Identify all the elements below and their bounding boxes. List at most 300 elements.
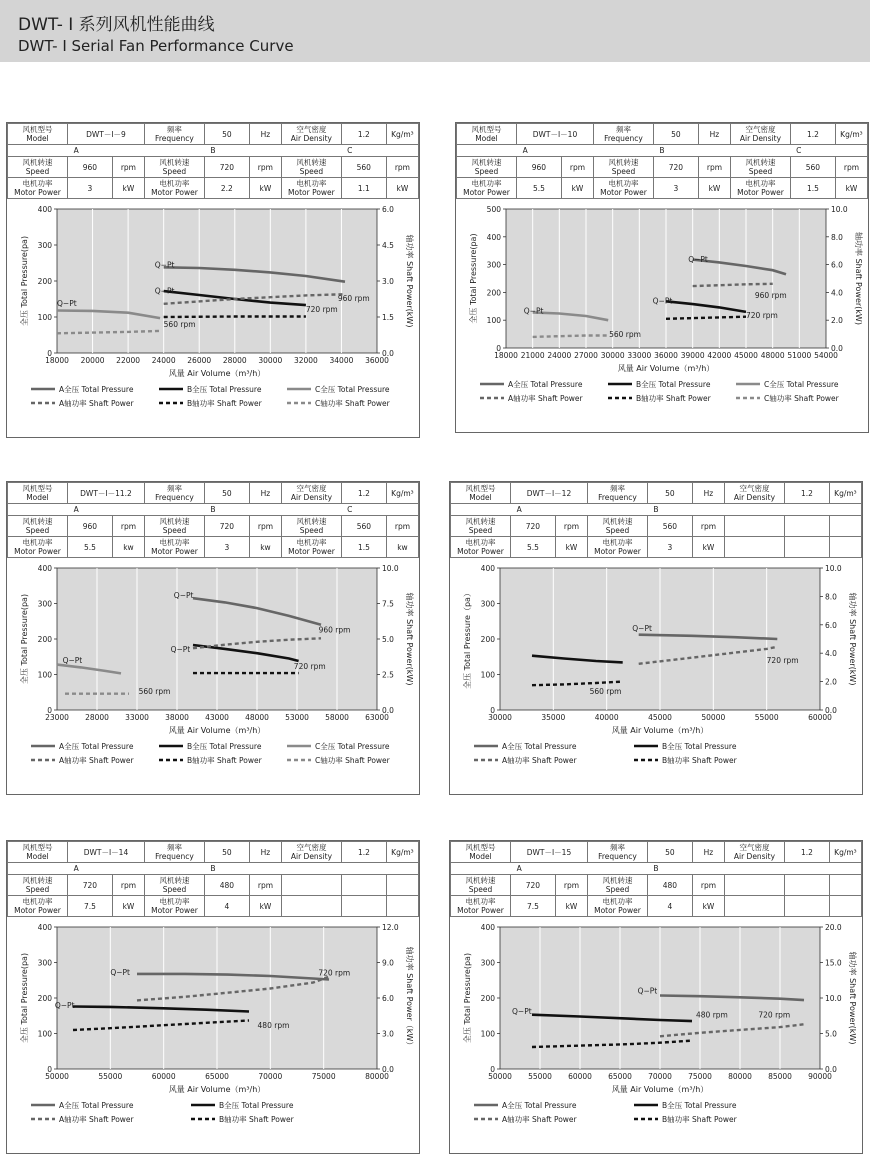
power-unit-c	[829, 537, 861, 558]
curve-annotation: 960 rpm	[318, 625, 351, 635]
x-tick-label: 24000	[547, 351, 572, 360]
air-density-value: 1.2	[341, 483, 386, 504]
model-label	[8, 483, 68, 504]
x-tick-label: 50000	[45, 1072, 69, 1081]
legend-label: A轴功率 Shaft Power	[59, 1115, 134, 1124]
y2-axis-title: 轴功率 Shaft Power(kW)	[848, 951, 857, 1045]
y2-tick-label: 4.5	[382, 241, 394, 250]
x-tick-label: 80000	[365, 1072, 389, 1081]
frequency-value: 50	[647, 842, 692, 863]
group-c-label: C	[281, 145, 418, 157]
chart-panel-3	[6, 481, 420, 795]
x-tick-label: 85000	[768, 1072, 792, 1081]
speed-label-b	[588, 875, 648, 896]
air-density-unit: Kg/m³	[386, 842, 418, 863]
chart-svg	[450, 917, 860, 1141]
chart-panel-6	[449, 840, 863, 1154]
x-tick-label: 60000	[808, 713, 832, 722]
power-unit-c	[386, 896, 418, 917]
y2-axis-title: 轴功率 Shaft Power(kW)	[405, 592, 414, 686]
x-tick-label: 65000	[608, 1072, 632, 1081]
group-c-label: C	[282, 504, 419, 516]
x-tick-label: 55000	[98, 1072, 123, 1081]
y-tick-label: 300	[480, 599, 495, 609]
group-row	[8, 145, 419, 157]
x-tick-label: 33000	[125, 713, 149, 722]
x-tick-label: 65000	[205, 1072, 229, 1081]
power-unit-c: kW	[835, 178, 867, 199]
group-b-label: B	[588, 863, 725, 875]
model-label	[8, 124, 68, 145]
model-value: DWT－Ⅰ－12	[510, 483, 587, 504]
x-axis-title: 风量 Air Volume（m³/h）	[617, 364, 715, 373]
power-label-b	[145, 537, 205, 558]
air-density-unit: Kg/m³	[386, 124, 418, 145]
speed-label-b-cn: 风机转速	[159, 517, 190, 526]
curve-annotation: Q−Pt	[57, 299, 77, 309]
speed-row	[451, 875, 862, 896]
legend-label: A全压 Total Pressure	[502, 1101, 577, 1110]
spec-table	[7, 841, 419, 917]
y-tick-label: 200	[480, 994, 495, 1003]
power-label-c-cn: 电机功率	[296, 538, 327, 547]
curve-annotation: 720 rpm	[293, 662, 326, 672]
speed-label-a-cn: 风机转速	[22, 158, 53, 167]
speed-label-c-en: Speed	[299, 526, 324, 535]
air-density-label-cn: 空气密度	[739, 484, 770, 493]
speed-value-c	[784, 516, 829, 537]
legend-label: B全压 Total Pressure	[636, 380, 711, 389]
spec-table	[7, 482, 419, 558]
curve-annotation: Q−Pt	[173, 591, 194, 601]
chart-panel-2	[455, 122, 869, 433]
speed-unit-c: rpm	[835, 157, 867, 178]
speed-value-a: 720	[510, 875, 555, 896]
y-tick-label: 100	[37, 1029, 52, 1039]
frequency-value: 50	[204, 842, 249, 863]
speed-label-c	[281, 157, 341, 178]
power-label-b-cn: 电机功率	[159, 538, 190, 547]
y-tick-label: 400	[37, 564, 52, 573]
power-row	[451, 537, 862, 558]
spec-table	[7, 123, 419, 199]
y2-tick-label: 9.0	[382, 958, 394, 968]
group-a-label: A	[8, 504, 145, 516]
curve-annotation: 720 rpm	[318, 968, 351, 978]
y-tick-label: 400	[37, 205, 52, 214]
y-tick-label: 0	[47, 1065, 52, 1074]
curve-annotation: 720 rpm	[758, 1010, 791, 1020]
x-tick-label: 43000	[205, 713, 229, 722]
speed-label-a-en: Speed	[25, 167, 50, 176]
power-label-b	[145, 896, 205, 917]
speed-label-c	[725, 875, 785, 896]
frequency-unit: Hz	[692, 483, 724, 504]
speed-label-a-en: Speed	[468, 526, 493, 535]
frequency-label-cn: 频率	[166, 484, 182, 493]
power-unit-c: kw	[386, 537, 418, 558]
frequency-label	[594, 124, 654, 145]
power-row	[8, 896, 419, 917]
air-density-label-en: Air Density	[739, 134, 782, 143]
speed-label-c-cn: 风机转速	[296, 158, 327, 167]
power-label-b-cn: 电机功率	[159, 179, 190, 188]
power-value-b: 3	[647, 537, 692, 558]
power-value-b: 4	[647, 896, 692, 917]
power-label-c-cn: 电机功率	[296, 179, 327, 188]
x-tick-label: 38000	[165, 713, 189, 722]
curve-annotation: Q−Pt	[652, 296, 673, 306]
model-label-cn: 风机型号	[22, 484, 53, 493]
speed-label-b-en: Speed	[611, 167, 636, 176]
speed-label-a-cn: 风机转速	[22, 876, 53, 885]
x-tick-label: 42000	[707, 351, 732, 360]
y2-axis-title: 轴功率 Shaft Power（kW）	[405, 946, 414, 1050]
air-density-label-en: Air Density	[290, 134, 332, 143]
curve-annotation: Q−Pt	[512, 1006, 532, 1016]
air-density-unit: Kg/m³	[829, 483, 861, 504]
power-label-a	[8, 896, 68, 917]
speed-unit-b: rpm	[249, 875, 281, 896]
group-b-label: B	[145, 504, 282, 516]
x-tick-label: 28000	[222, 356, 247, 365]
frequency-label-cn: 频率	[609, 843, 625, 852]
air-density-label-en: Air Density	[733, 852, 776, 861]
y2-axis-title: 轴功率 Shaft Power(kW)	[848, 592, 857, 686]
y-axis-title: 全压 Total Pressure(pa)	[20, 235, 29, 327]
power-row	[451, 896, 862, 917]
speed-label-b	[145, 875, 205, 896]
model-value: DWT－Ⅰ－15	[510, 842, 587, 863]
speed-label-a	[8, 157, 68, 178]
power-label-b-cn: 电机功率	[602, 897, 633, 906]
frequency-value: 50	[204, 483, 249, 504]
speed-label-b-cn: 风机转速	[159, 158, 190, 167]
group-b-label: B	[144, 145, 281, 157]
chart-panel-5	[6, 840, 420, 1154]
speed-label-a-cn: 风机转速	[465, 876, 496, 885]
x-tick-label: 36000	[654, 351, 678, 360]
group-a-label: A	[8, 145, 145, 157]
power-value-a: 5.5	[67, 537, 112, 558]
y-tick-label: 100	[37, 670, 52, 680]
power-label-b	[594, 178, 654, 199]
x-tick-label: 40000	[594, 713, 619, 722]
chart-svg	[450, 558, 860, 782]
frequency-label-cn: 频率	[166, 843, 182, 852]
y-tick-label: 400	[480, 564, 495, 573]
x-tick-label: 55000	[528, 1072, 552, 1081]
speed-label-a	[451, 516, 511, 537]
legend-label: B轴功率 Shaft Power	[187, 756, 262, 765]
group-row	[451, 504, 862, 516]
x-tick-label: 45000	[734, 351, 758, 360]
air-density-label-cn: 空气密度	[296, 125, 327, 134]
model-label-en: Model	[26, 134, 49, 143]
speed-label-a-en: Speed	[468, 885, 493, 894]
speed-label-b-cn: 风机转速	[602, 517, 633, 526]
y2-tick-label: 5.0	[825, 1029, 837, 1039]
group-a-label: A	[451, 504, 588, 516]
spec-header-row	[451, 483, 862, 504]
air-density-label	[725, 483, 785, 504]
legend-label: B全压 Total Pressure	[219, 1101, 294, 1110]
power-label-b	[144, 178, 204, 199]
legend-label: B轴功率 Shaft Power	[662, 756, 737, 765]
power-label-b-cn: 电机功率	[602, 538, 633, 547]
speed-unit-a: rpm	[555, 516, 587, 537]
frequency-unit: Hz	[249, 124, 281, 145]
x-axis-title: 风量 Air Volume（m³/h）	[168, 369, 266, 378]
power-unit-b: kW	[249, 896, 281, 917]
power-unit-c	[829, 896, 861, 917]
power-value-a: 7.5	[67, 896, 112, 917]
group-row	[8, 504, 419, 516]
x-tick-label: 23000	[45, 713, 69, 722]
y2-tick-label: 3.0	[382, 1029, 394, 1039]
legend-label: A轴功率 Shaft Power	[502, 756, 577, 765]
power-value-c	[341, 896, 386, 917]
model-label-cn: 风机型号	[471, 125, 502, 134]
power-unit-a: kW	[555, 537, 587, 558]
speed-label-b-cn: 风机转速	[159, 876, 190, 885]
model-value: DWT－Ⅰ－14	[67, 842, 144, 863]
y-tick-label: 300	[486, 260, 501, 270]
power-row	[8, 178, 419, 199]
y2-tick-label: 2.5	[382, 670, 394, 680]
x-tick-label: 30000	[488, 713, 512, 722]
power-value-b: 4	[204, 896, 249, 917]
frequency-value: 50	[204, 124, 249, 145]
y-tick-label: 200	[480, 635, 495, 644]
y-tick-label: 100	[37, 313, 52, 322]
legend-label: B轴功率 Shaft Power	[187, 399, 262, 408]
speed-unit-c	[829, 516, 861, 537]
x-tick-label: 27000	[574, 351, 598, 360]
model-label	[457, 124, 517, 145]
power-label-a-cn: 电机功率	[22, 179, 53, 188]
y2-tick-label: 12.0	[382, 923, 399, 932]
x-tick-label: 60000	[568, 1072, 592, 1081]
legend-label: A全压 Total Pressure	[59, 742, 134, 751]
power-label-b-en: Motor Power	[151, 188, 198, 197]
x-tick-label: 24000	[151, 356, 176, 365]
speed-unit-b: rpm	[249, 157, 281, 178]
power-value-a: 3	[67, 178, 112, 199]
y-axis-title: 全压 Total Pressure（pa）	[463, 589, 472, 689]
speed-label-b-cn: 风机转速	[602, 876, 633, 885]
power-label-a-en: Motor Power	[14, 547, 61, 556]
y-tick-label: 200	[37, 635, 52, 644]
x-tick-label: 45000	[648, 713, 672, 722]
air-density-value: 1.2	[790, 124, 835, 145]
speed-label-b	[588, 516, 648, 537]
power-label-b-cn: 电机功率	[608, 179, 639, 188]
spec-table	[450, 482, 862, 558]
x-tick-label: 58000	[325, 713, 349, 722]
model-label-cn: 风机型号	[22, 125, 53, 134]
speed-unit-b: rpm	[692, 875, 724, 896]
power-row	[8, 537, 419, 558]
chart-panel-4	[449, 481, 863, 795]
x-tick-label: 18000	[45, 356, 69, 365]
model-value: DWT－Ⅰ－11.2	[67, 483, 144, 504]
x-tick-label: 70000	[258, 1072, 283, 1081]
power-label-b-en: Motor Power	[151, 547, 198, 556]
power-label-b	[588, 537, 648, 558]
speed-label-c	[731, 157, 791, 178]
speed-label-a-en: Speed	[474, 167, 499, 176]
power-unit-b: kw	[249, 537, 281, 558]
model-label	[451, 483, 511, 504]
speed-value-c: 560	[341, 157, 386, 178]
curve-annotation: 480 rpm	[257, 1021, 290, 1031]
model-label-en: Model	[469, 493, 492, 502]
frequency-value: 50	[647, 483, 692, 504]
speed-unit-c: rpm	[386, 157, 418, 178]
y-tick-label: 0	[490, 1065, 495, 1074]
power-unit-a: kW	[112, 178, 144, 199]
speed-label-b-en: Speed	[605, 885, 630, 894]
frequency-label-en: Frequency	[598, 493, 637, 502]
y-tick-label: 0	[496, 344, 501, 353]
x-tick-label: 26000	[187, 356, 212, 365]
group-b-label: B	[594, 145, 731, 157]
group-a-label: A	[8, 863, 145, 875]
x-tick-label: 63000	[365, 713, 389, 722]
x-tick-label: 55000	[754, 713, 779, 722]
y-tick-label: 300	[37, 241, 52, 250]
power-unit-a: kW	[561, 178, 593, 199]
speed-value-a: 960	[516, 157, 561, 178]
frequency-label	[145, 483, 205, 504]
x-axis-title: 风量 Air Volume（m³/h）	[611, 1085, 709, 1094]
group-c-label	[282, 863, 419, 875]
curve-annotation: Q−Pt	[523, 306, 544, 316]
speed-label-b	[145, 516, 205, 537]
model-label-en: Model	[475, 134, 498, 143]
air-density-label-en: Air Density	[733, 493, 776, 502]
speed-value-b: 720	[204, 516, 249, 537]
speed-label-b-en: Speed	[605, 526, 630, 535]
y2-tick-label: 20.0	[825, 923, 842, 932]
y2-tick-label: 7.5	[382, 599, 394, 609]
legend-label: C全压 Total Pressure	[764, 380, 839, 389]
legend-label: B全压 Total Pressure	[662, 742, 737, 751]
model-label-en: Model	[469, 852, 492, 861]
air-density-label	[281, 124, 341, 145]
group-row	[457, 145, 868, 157]
power-value-a: 7.5	[510, 896, 555, 917]
x-tick-label: 90000	[808, 1072, 832, 1081]
legend-label: A全压 Total Pressure	[508, 380, 583, 389]
y-tick-label: 200	[37, 994, 52, 1003]
power-value-c: 1.1	[341, 178, 386, 199]
frequency-label-en: Frequency	[155, 852, 194, 861]
speed-value-b: 480	[647, 875, 692, 896]
speed-value-b: 480	[204, 875, 249, 896]
frequency-unit: Hz	[249, 483, 281, 504]
speed-label-c	[725, 516, 785, 537]
power-label-c-en: Motor Power	[737, 188, 784, 197]
power-label-b	[588, 896, 648, 917]
x-tick-label: 53000	[285, 713, 309, 722]
curve-annotation: 960 rpm	[754, 290, 787, 300]
legend-label: B轴功率 Shaft Power	[662, 1115, 737, 1124]
spec-header-row	[8, 483, 419, 504]
curve-annotation: 720 rpm	[305, 304, 338, 314]
curve-annotation: Q−Pt	[154, 286, 175, 296]
model-label	[8, 842, 68, 863]
group-a-label: A	[451, 863, 588, 875]
y-tick-label: 100	[486, 316, 501, 326]
power-label-a-cn: 电机功率	[465, 538, 496, 547]
x-tick-label: 28000	[85, 713, 109, 722]
frequency-label-en: Frequency	[598, 852, 637, 861]
power-label-a-cn: 电机功率	[465, 897, 496, 906]
y2-axis-title: 轴功率 Shaft Power(kW)	[854, 232, 863, 325]
frequency-label-en: Frequency	[155, 493, 194, 502]
speed-value-c	[341, 875, 386, 896]
y-tick-label: 400	[37, 923, 52, 932]
x-tick-label: 21000	[520, 351, 545, 360]
x-tick-label: 75000	[688, 1072, 712, 1081]
curve-annotation: 480 rpm	[696, 1010, 728, 1020]
air-density-label-cn: 空气密度	[296, 484, 327, 493]
air-density-value: 1.2	[784, 483, 829, 504]
legend-label: C全压 Total Pressure	[315, 385, 390, 394]
y-tick-label: 100	[480, 670, 495, 680]
air-density-unit: Kg/m³	[835, 124, 867, 145]
y-axis-title: 全压 Total Pressure(pa)	[469, 233, 478, 324]
speed-unit-a: rpm	[112, 516, 144, 537]
chart-svg	[7, 558, 417, 782]
model-label-cn: 风机型号	[22, 843, 53, 852]
group-row	[8, 863, 419, 875]
power-unit-b: kW	[249, 178, 281, 199]
y2-tick-label: 5.0	[382, 635, 394, 644]
frequency-unit: Hz	[249, 842, 281, 863]
y2-tick-label: 10.0	[831, 205, 848, 214]
air-density-value: 1.2	[784, 842, 829, 863]
y2-tick-label: 0.0	[382, 349, 394, 358]
y2-tick-label: 2.0	[831, 316, 843, 326]
chart-svg	[456, 199, 866, 420]
power-unit-b: kW	[692, 896, 724, 917]
frequency-label-en: Frequency	[155, 134, 194, 143]
group-b-label: B	[588, 504, 725, 516]
power-value-b: 3	[204, 537, 249, 558]
y2-tick-label: 6.0	[831, 260, 843, 270]
plot-area	[57, 209, 377, 353]
x-tick-label: 30000	[258, 356, 283, 365]
x-tick-label: 39000	[680, 351, 705, 360]
power-label-c-cn: 电机功率	[745, 179, 776, 188]
power-unit-a: kW	[112, 896, 144, 917]
y2-tick-label: 10.0	[825, 994, 842, 1003]
x-tick-label: 50000	[488, 1072, 512, 1081]
speed-value-a: 720	[510, 516, 555, 537]
x-tick-label: 33000	[627, 351, 652, 360]
power-label-b-en: Motor Power	[594, 547, 641, 556]
legend-label: B轴功率 Shaft Power	[636, 394, 711, 403]
x-axis-title: 风量 Air Volume（m³/h）	[168, 1085, 266, 1094]
spec-header-row	[8, 842, 419, 863]
speed-unit-b: rpm	[249, 516, 281, 537]
power-label-c	[725, 896, 785, 917]
power-label-c	[282, 896, 342, 917]
speed-label-c-en: Speed	[299, 167, 324, 176]
